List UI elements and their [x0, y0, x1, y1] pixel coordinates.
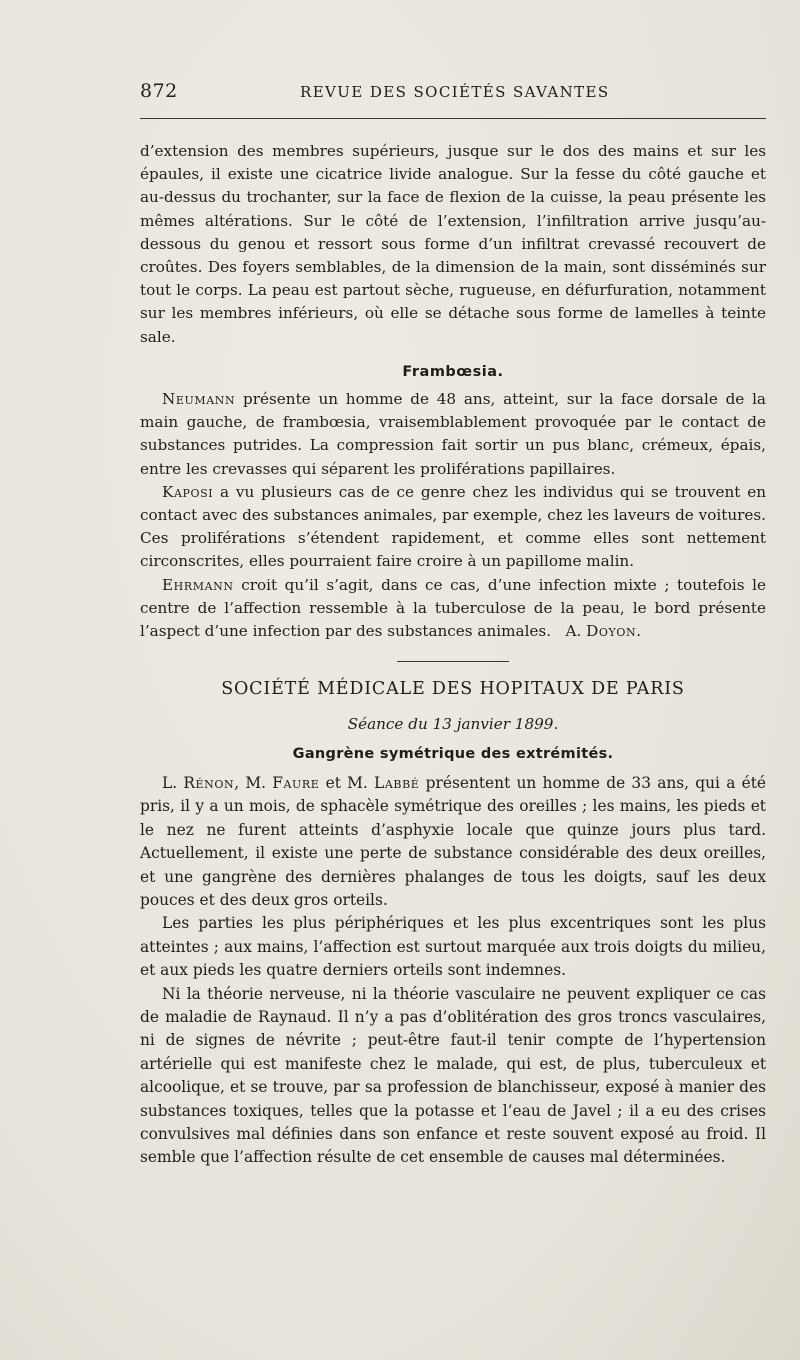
signature-name: Doyon.	[586, 622, 642, 641]
paragraph-renon	[140, 772, 766, 912]
paragraph-text: a vu plusieurs cas de ce genre chez les individus qui se trouvent en contact avec des substances animales, par exemple, chez les laveurs de voitures. Ces proliférations s’étendent rapidement, et comme elles sont nettement circonscrites, elles pourraient faire croire à un papillome malin.	[140, 482, 766, 571]
author-name: Ehrmann	[162, 575, 234, 594]
page-number: 872	[140, 80, 178, 102]
paragraph-parties: Les parties les plus périphériques et les plus excentriques sont les plus atteintes ; aux mains, l’affection est surtout marquée aux trois doigts du milieu, et aux pieds les quatre derniers orteils sont indemnes.	[140, 914, 766, 980]
author-name: Labbé	[374, 773, 420, 792]
page-header	[140, 80, 766, 108]
header-rule	[140, 118, 766, 119]
author-name: Kaposi	[162, 482, 214, 501]
text-fragment: , M.	[234, 773, 273, 792]
paragraph-ehrmann	[140, 574, 766, 644]
page-body	[140, 140, 766, 1170]
signature	[566, 622, 642, 640]
section-divider	[397, 661, 509, 662]
signature-initial: A.	[565, 622, 587, 641]
paragraph-neumann	[140, 388, 766, 481]
initial: L.	[162, 773, 184, 792]
section-title-framboesia: Frambœsia.	[402, 363, 504, 380]
society-heading: SOCIÉTÉ MÉDICALE DES HOPITAUX DE PARIS	[221, 679, 685, 700]
paragraph-text: croit qu’il s’agit, dans ce cas, d’une infection mixte ; toutefois le centre de l’affection ressemble à la tuberculose de la peau, le bord présente l’aspect d’une infection par des substances animales.	[140, 575, 766, 641]
running-head: REVUE DES SOCIÉTÉS SAVANTES	[300, 83, 610, 101]
author-name: Faure	[272, 773, 320, 792]
paragraph-text: présente un homme de 48 ans, atteint, sur la face dorsale de la main gauche, de frambœsia, vraisemblablement provoquée par le contact de substances putrides. La compression fait sortir un pus blanc, crémeux, épais, entre les crevasses qui séparent les proliférations papillaires.	[140, 390, 766, 478]
text-fragment: et M.	[319, 773, 375, 792]
paragraph-kaposi	[140, 481, 766, 574]
author-name: Neumann	[162, 390, 236, 409]
author-name: Rénon	[183, 773, 235, 792]
paragraph-text: présentent un homme de 33 ans, qui a été pris, il y a un mois, de sphacèle symétrique des oreilles ; les mains, les pieds et le nez ne furent atteints d’asphyxie locale que quinze jours plus tard. Actuellement, il existe une perte de substance considérable des deux oreilles, et une gangrène des dernières phalanges de tous les doigts, sauf les deux pouces et des deux gros orteils.	[140, 773, 766, 909]
seance-date: Séance du 13 janvier 1899.	[347, 715, 559, 734]
article-title: Gangrène symétrique des extrémités.	[292, 745, 614, 762]
section2-body	[140, 772, 766, 1170]
continuation-paragraph: d’extension des membres supérieurs, jusque sur le dos des mains et sur les épaules, il existe une cicatrice livide analogue. Sur la fesse du côté gauche et au-dessus du trochanter, sur la face de flexion de la cuisse, la peau présente les mêmes altérations. Sur le côté de l’extension, l’infiltration arrive jusqu’au-dessous du genou et ressort sous forme d’un infiltrat crevassé recouvert de croûtes. Des foyers semblables, de la dimension de la main, sont disséminés sur tout le corps. La peau est partout sèche, rugueuse, en défurfuration, notamment sur les membres inférieurs, où elle se détache sous forme de lamelles à teinte sale.	[140, 142, 766, 346]
paragraph-theorie: Ni la théorie nerveuse, ni la théorie vasculaire ne peuvent expliquer ce cas de maladie de Raynaud. Il n’y a pas d’oblitération des gros troncs vasculaires, ni de signes de névrite ; peut-être faut-il tenir compte de l’hypertension artérielle qui est manifeste chez le malade, qui est, de plus, tuberculeux et alcoolique, et se trouve, par sa profession de blanchisseur, exposé à manier des substances toxiques, telles que la potasse et l’eau de Javel ; il a eu des crises convulsives mal définies dans son enfance et reste souvent exposé au froid. Il semble que l’affection résulte de cet ensemble de causes mal déterminées.	[140, 984, 766, 1167]
